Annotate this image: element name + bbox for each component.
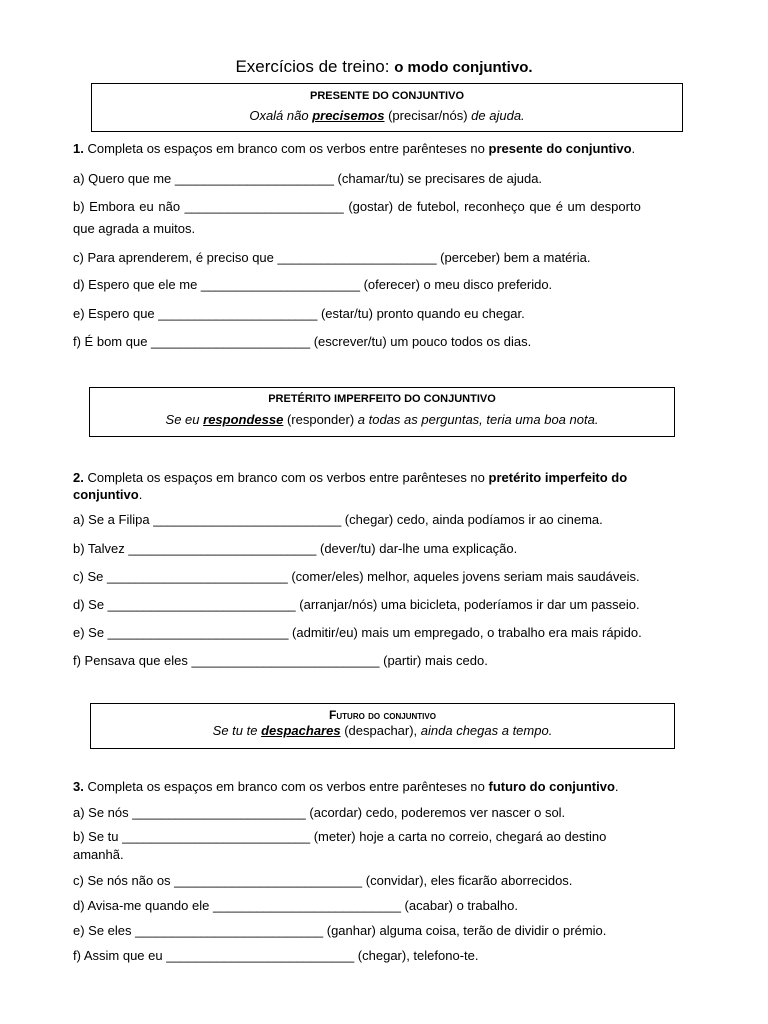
- instruction-end: .: [138, 487, 143, 502]
- example-before: Oxalá não: [249, 108, 313, 123]
- instruction-tense: pretérito imperfeito do: [488, 470, 628, 485]
- instruction-2-cont: [73, 487, 142, 502]
- box-example: [92, 108, 682, 123]
- box-futuro: [90, 703, 675, 749]
- exercise-line: a) Se a Filipa __________________________ (chegar) cedo, ainda podíamos ir ao cinema.: [73, 512, 603, 527]
- exercise-line: d) Espero que ele me ______________________ (oferecer) o meu disco preferido.: [73, 277, 553, 292]
- box-heading: PRETÉRITO IMPERFEITO DO CONJUNTIVO: [268, 393, 496, 405]
- instruction-text: Completa os espaços em branco com os verbos entre parênteses no: [83, 779, 489, 794]
- title-prefix: Exercícios de treino:: [235, 57, 395, 76]
- example-paren: (despachar),: [340, 723, 421, 738]
- instruction-1: [73, 141, 635, 156]
- exercise-line: c) Se _________________________ (comer/eles) melhor, aqueles jovens seriam mais saudáveis.: [73, 569, 640, 584]
- exercise-line: a) Se nós ________________________ (acordar) cedo, poderemos ver nascer o sol.: [73, 805, 566, 820]
- example-after: ainda chegas a tempo.: [420, 723, 553, 738]
- instruction-end: .: [614, 779, 619, 794]
- box-preterito: [89, 387, 675, 437]
- instruction-number: 1.: [73, 141, 84, 156]
- title-bold: o modo conjuntivo.: [394, 59, 533, 76]
- instruction-tense-cont: conjuntivo: [73, 487, 139, 502]
- instruction-number: 3.: [73, 779, 84, 794]
- box-presente: [91, 83, 683, 132]
- exercise-line: e) Se _________________________ (admitir/eu) mais um empregado, o trabalho era mais rápido.: [73, 625, 642, 640]
- instruction-text: Completa os espaços em branco com os verbos entre parênteses no: [83, 141, 489, 156]
- exercise-line: que agrada a muitos.: [73, 221, 196, 236]
- instruction-end: .: [631, 141, 636, 156]
- exercise-line: amanhã.: [73, 847, 124, 862]
- exercise-line: c) Para aprenderem, é preciso que ______________________ (perceber) bem a matéria.: [73, 250, 591, 265]
- exercise-line: b) Embora eu não ______________________ (gostar) de futebol, reconheço que é um desporto: [73, 199, 641, 214]
- exercise-line: f) Assim que eu __________________________ (chegar), telefono-te.: [73, 948, 479, 963]
- example-paren: (precisar/nós): [384, 108, 472, 123]
- exercise-line: b) Talvez __________________________ (dever/tu) dar-lhe uma explicação.: [73, 541, 518, 556]
- instruction-text: Completa os espaços em branco com os verbos entre parênteses no: [83, 470, 489, 485]
- exercise-line: f) É bom que ______________________ (escrever/tu) um pouco todos os dias.: [73, 334, 532, 349]
- exercise-line: a) Quero que me ______________________ (chamar/tu) se precisares de ajuda.: [73, 171, 543, 186]
- box-example: [91, 723, 674, 738]
- example-after: de ajuda.: [471, 108, 525, 123]
- instruction-3: [73, 779, 619, 794]
- example-before: Se eu: [165, 412, 204, 427]
- exercise-line: c) Se nós não os __________________________ (convidar), eles ficarão aborrecidos.: [73, 873, 573, 888]
- exercise-line: b) Se tu __________________________ (meter) hoje a carta no correio, chegará ao destino: [73, 829, 607, 844]
- example-verb: respondesse: [203, 412, 284, 427]
- instruction-tense: presente do conjuntivo: [488, 141, 632, 156]
- exercise-line: e) Espero que ______________________ (estar/tu) pronto quando eu chegar.: [73, 306, 525, 321]
- example-after: a todas as perguntas, teria uma boa nota.: [357, 412, 599, 427]
- exercise-line: d) Avisa-me quando ele __________________________ (acabar) o trabalho.: [73, 898, 519, 913]
- instruction-number: 2.: [73, 470, 84, 485]
- instruction-tense: futuro do conjuntivo: [488, 779, 615, 794]
- exercise-line: f) Pensava que eles __________________________ (partir) mais cedo.: [73, 653, 488, 668]
- example-before: Se tu te: [212, 723, 262, 738]
- example-verb: precisemos: [312, 108, 385, 123]
- box-example: [90, 412, 674, 427]
- box-heading: Futuro do conjuntivo: [329, 708, 436, 722]
- example-verb: despachares: [261, 723, 341, 738]
- page-title: [0, 57, 768, 77]
- exercise-line: e) Se eles __________________________ (ganhar) alguma coisa, terão de dividir o prémio.: [73, 923, 607, 938]
- exercise-line: d) Se __________________________ (arranjar/nós) uma bicicleta, poderíamos ir dar um passeio.: [73, 597, 640, 612]
- box-heading: PRESENTE DO CONJUNTIVO: [309, 90, 465, 102]
- example-paren: (responder): [283, 412, 358, 427]
- instruction-2: [73, 470, 627, 485]
